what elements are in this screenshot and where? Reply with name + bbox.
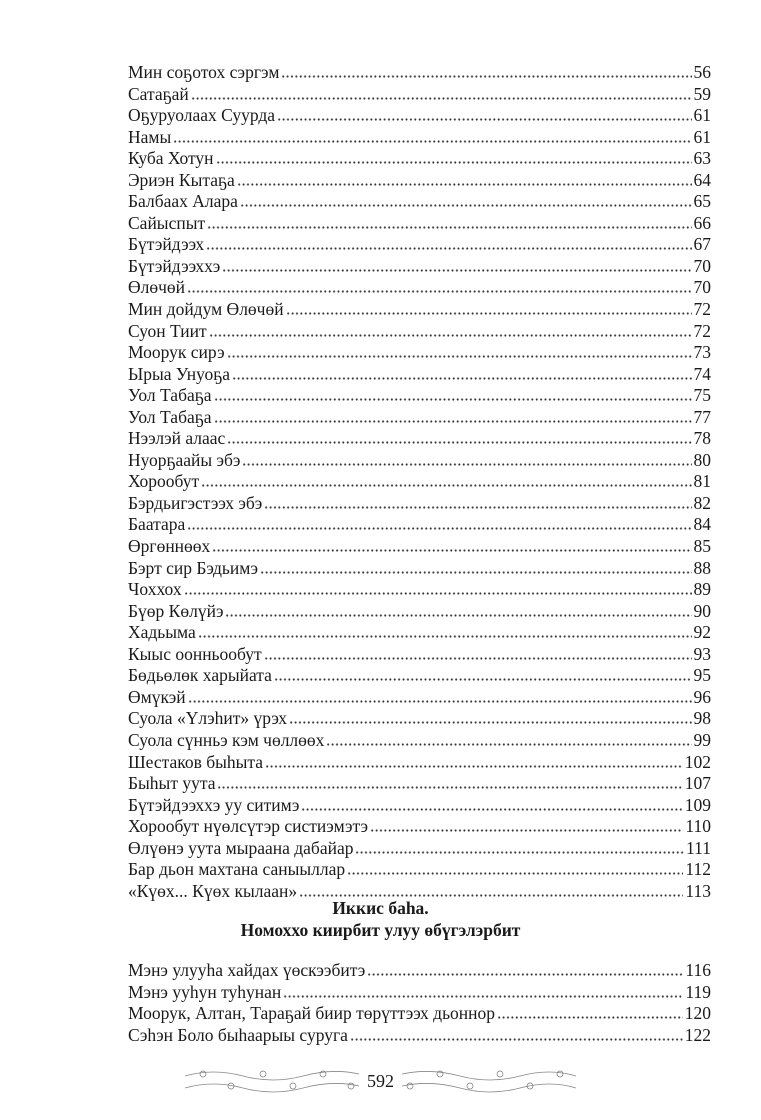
dot-leader — [265, 765, 683, 768]
toc-entry — [128, 708, 711, 730]
toc-entry-title: Бүтэйдээх — [128, 234, 205, 255]
ornament-right-icon — [400, 1066, 578, 1096]
toc-entry-title: Эриэн Кытаҕа — [128, 169, 235, 190]
dot-leader — [301, 808, 682, 811]
dot-leader — [206, 247, 691, 250]
toc-entry-page: 98 — [693, 708, 711, 729]
dot-leader — [260, 571, 691, 574]
toc-entry — [128, 536, 711, 558]
toc-entry-title: Өргөннөөх — [128, 536, 211, 557]
toc-entry-page: 122 — [684, 1024, 711, 1045]
toc-entry-title: Шестаков быһыта — [128, 751, 264, 772]
toc-entry-page: 72 — [693, 320, 711, 341]
toc-entry-page: 59 — [693, 83, 711, 104]
toc-entry-title: Бүөр Көлүйэ — [128, 600, 224, 621]
toc-entry-title: Куба Хотун — [128, 148, 214, 169]
toc-entry — [128, 256, 711, 278]
toc-entry-page: 64 — [693, 169, 711, 190]
toc-entry-title: Өмүкэй — [128, 686, 186, 707]
dot-leader — [216, 161, 692, 164]
toc-entry-page: 67 — [693, 234, 711, 255]
toc-entry — [128, 84, 711, 106]
toc-entry — [128, 234, 711, 256]
toc-entry-page: 77 — [693, 406, 711, 427]
toc-entry-title: Хорообут — [128, 471, 200, 492]
dot-leader — [264, 506, 691, 509]
toc-entry-page: 88 — [693, 557, 711, 578]
toc-entry — [128, 558, 711, 580]
dot-leader — [225, 614, 691, 617]
toc-entry-page: 61 — [693, 126, 711, 147]
toc-entry-title: Суола сүнньэ кэм чөллөөх — [128, 729, 325, 750]
dot-leader — [217, 786, 682, 789]
dot-leader — [355, 851, 684, 854]
toc-entry-page: 63 — [693, 148, 711, 169]
toc-entry-page: 110 — [685, 816, 711, 837]
dot-leader — [347, 872, 683, 875]
dot-leader — [277, 118, 691, 121]
dot-leader — [173, 140, 691, 143]
toc-entry-title: Баатара — [128, 514, 186, 535]
toc-entry-page: 75 — [693, 385, 711, 406]
toc-entry — [128, 471, 711, 493]
toc-entry-title: Ырыа Унуоҕа — [128, 363, 230, 384]
toc-entry-page: 89 — [693, 579, 711, 600]
toc-entry-title: Бэрт сир Бэдьимэ — [128, 557, 259, 578]
toc-entry-page: 109 — [684, 794, 711, 815]
toc-entry — [128, 795, 711, 817]
toc-entry-title: Суола «Үлэһит» үрэх — [128, 708, 287, 729]
toc-entry-title: Мин дойдум Өлөчөй — [128, 299, 284, 320]
toc-entry — [128, 428, 711, 450]
toc-entry-page: 92 — [693, 622, 711, 643]
toc-entry-title: Моорук сирэ — [128, 342, 225, 363]
toc-entry-page: 119 — [685, 981, 711, 1002]
dot-leader — [274, 678, 692, 681]
toc-entry — [128, 493, 711, 515]
toc-entry — [128, 407, 711, 429]
dot-leader — [283, 995, 683, 998]
toc-entry-title: Намы — [128, 126, 172, 147]
toc-entry — [128, 299, 711, 321]
dot-leader — [188, 700, 692, 703]
section-heading-title: Номоххо киирбит улуу өбүгэлэрбит — [240, 920, 521, 940]
toc-entry — [128, 385, 711, 407]
toc-entry-title: Кыыс оонньообут — [128, 643, 262, 664]
dot-leader — [367, 973, 683, 976]
toc-entry-title: Быһыт уута — [128, 773, 216, 794]
toc-entry — [128, 105, 711, 127]
toc-entry-title: Бүтэйдээххэ уу ситимэ — [128, 794, 300, 815]
toc-entry-title: Хорообут нүөлсүтэр систиэмэтэ — [128, 816, 369, 837]
toc-entry-page: 66 — [693, 212, 711, 233]
toc-entry — [128, 342, 711, 364]
toc-section-2 — [128, 960, 711, 1046]
toc-entry-page: 82 — [693, 492, 711, 513]
dot-leader — [286, 312, 692, 315]
toc-entry-page: 70 — [693, 255, 711, 276]
toc-entry — [128, 622, 711, 644]
toc-entry-title: Бүтэйдээххэ — [128, 255, 221, 276]
toc-entry-title: Мэнэ ууһун туһунан — [128, 981, 282, 1002]
toc-entry-page: 70 — [693, 277, 711, 298]
toc-entry — [128, 644, 711, 666]
toc-entry — [128, 170, 711, 192]
dot-leader — [350, 1038, 683, 1041]
dot-leader — [214, 420, 692, 423]
toc-entry — [128, 321, 711, 343]
section-heading-part: Иккис баһа. — [332, 898, 429, 918]
toc-entry-title: Мэнэ улууһа хайдах үөскээбитэ — [128, 960, 366, 980]
toc-entry-title: Моорук, Алтан, Тараҕай биир төрүттээх дьоннор — [128, 1003, 496, 1024]
ornament-left-icon — [183, 1066, 361, 1096]
dot-leader — [214, 398, 692, 401]
toc-entry-page: 80 — [693, 449, 711, 470]
toc-entry — [128, 364, 711, 386]
dot-leader — [326, 743, 691, 746]
toc-entry-title: Сатаҕай — [128, 83, 189, 104]
toc-entry — [128, 1003, 711, 1025]
toc-entry — [128, 859, 711, 881]
dot-leader — [212, 549, 691, 552]
toc-entry — [128, 982, 711, 1004]
toc-entry — [128, 665, 711, 687]
toc-entry-title: Сайыспыт — [128, 212, 206, 233]
dot-leader — [289, 721, 692, 724]
toc-section-1 — [128, 62, 711, 902]
toc-entry — [128, 1025, 711, 1047]
dot-leader — [201, 484, 691, 487]
dot-leader — [191, 97, 692, 100]
dot-leader — [222, 269, 691, 272]
toc-entry-page: 74 — [693, 363, 711, 384]
toc-entry-title: Сэһэн Боло быһаарыы суруга — [128, 1024, 348, 1045]
toc-entry-title: Уол Табаҕа — [128, 385, 212, 406]
toc-entry — [128, 730, 711, 752]
page-footer — [0, 1066, 761, 1096]
toc-entry-page: 112 — [685, 859, 711, 880]
toc-entry-page: 78 — [693, 428, 711, 449]
toc-entry — [128, 450, 711, 472]
toc-entry-page: 72 — [693, 299, 711, 320]
toc-entry-title: Уол Табаҕа — [128, 406, 212, 427]
toc-entry-page: 116 — [685, 960, 711, 980]
dot-leader — [207, 226, 691, 229]
dot-leader — [198, 635, 692, 638]
toc-entry-title: Оҕуруолаах Суурда — [128, 105, 276, 126]
toc-entry-page: 102 — [684, 751, 711, 772]
toc-entry-title: Өлөчөй — [128, 277, 186, 298]
toc-entry-page: 113 — [685, 880, 711, 901]
toc-entry — [128, 687, 711, 709]
toc-entry-title: Балбаах Алара — [128, 191, 238, 212]
toc-entry-page: 99 — [693, 729, 711, 750]
toc-entry-title: Бэрдьигэстээх эбэ — [128, 492, 263, 513]
toc-entry — [128, 148, 711, 170]
toc-entry — [128, 213, 711, 235]
toc-entry-title: «Күөх... Күөх кылаан» — [128, 880, 298, 901]
toc-entry-page: 85 — [693, 536, 711, 557]
toc-entry-page: 111 — [686, 837, 711, 858]
toc-entry — [128, 514, 711, 536]
toc-entry-page: 65 — [693, 191, 711, 212]
toc-entry-title: Хадьыма — [128, 622, 196, 643]
dot-leader — [227, 355, 692, 358]
dot-leader — [209, 334, 692, 337]
toc-entry — [128, 277, 711, 299]
toc-entry-title: Бөдьөлөк харыйата — [128, 665, 272, 686]
toc-entry-page: 81 — [693, 471, 711, 492]
toc-entry-title: Бар дьон махтана саныыллар — [128, 859, 346, 880]
dot-leader — [227, 441, 691, 444]
toc-entry — [128, 579, 711, 601]
toc-entry — [128, 773, 711, 795]
toc-entry — [128, 960, 711, 982]
toc-entry-title: Мин соҕотох сэргэм — [128, 62, 280, 82]
toc-entry — [128, 752, 711, 774]
toc-entry-page: 56 — [693, 62, 711, 82]
dot-leader — [187, 527, 691, 530]
toc-entry — [128, 127, 711, 149]
toc-entry-page: 61 — [693, 105, 711, 126]
dot-leader — [184, 592, 692, 595]
toc-entry-page: 90 — [693, 600, 711, 621]
toc-entry-page: 93 — [693, 643, 711, 664]
dot-leader — [264, 657, 692, 660]
toc-entry-title: Нуорҕаайы эбэ — [128, 449, 241, 470]
toc-entry — [128, 191, 711, 213]
toc-entry — [128, 62, 711, 84]
dot-leader — [497, 1016, 683, 1019]
dot-leader — [232, 377, 692, 380]
dot-leader — [281, 75, 691, 78]
toc-entry-title: Чоххох — [128, 579, 182, 600]
toc-entry-title: Суон Тиит — [128, 320, 207, 341]
toc-entry-title: Өлүөнэ уута мыраана дабайар — [128, 837, 354, 858]
dot-leader — [187, 290, 691, 293]
toc-entry — [128, 816, 711, 838]
dot-leader — [240, 204, 692, 207]
toc-entry-page: 107 — [684, 773, 711, 794]
toc-entry-page: 120 — [684, 1003, 711, 1024]
toc-entry-title: Нээлэй алаас — [128, 428, 226, 449]
page-number: 592 — [367, 1070, 394, 1091]
dot-leader — [242, 463, 691, 466]
toc-entry — [128, 601, 711, 623]
dot-leader — [237, 183, 692, 186]
toc-entry-page: 95 — [693, 665, 711, 686]
toc-entry — [128, 838, 711, 860]
toc-entry-page: 84 — [693, 514, 711, 535]
toc-entry-page: 73 — [693, 342, 711, 363]
toc-entry-page: 96 — [693, 686, 711, 707]
dot-leader — [370, 829, 683, 832]
